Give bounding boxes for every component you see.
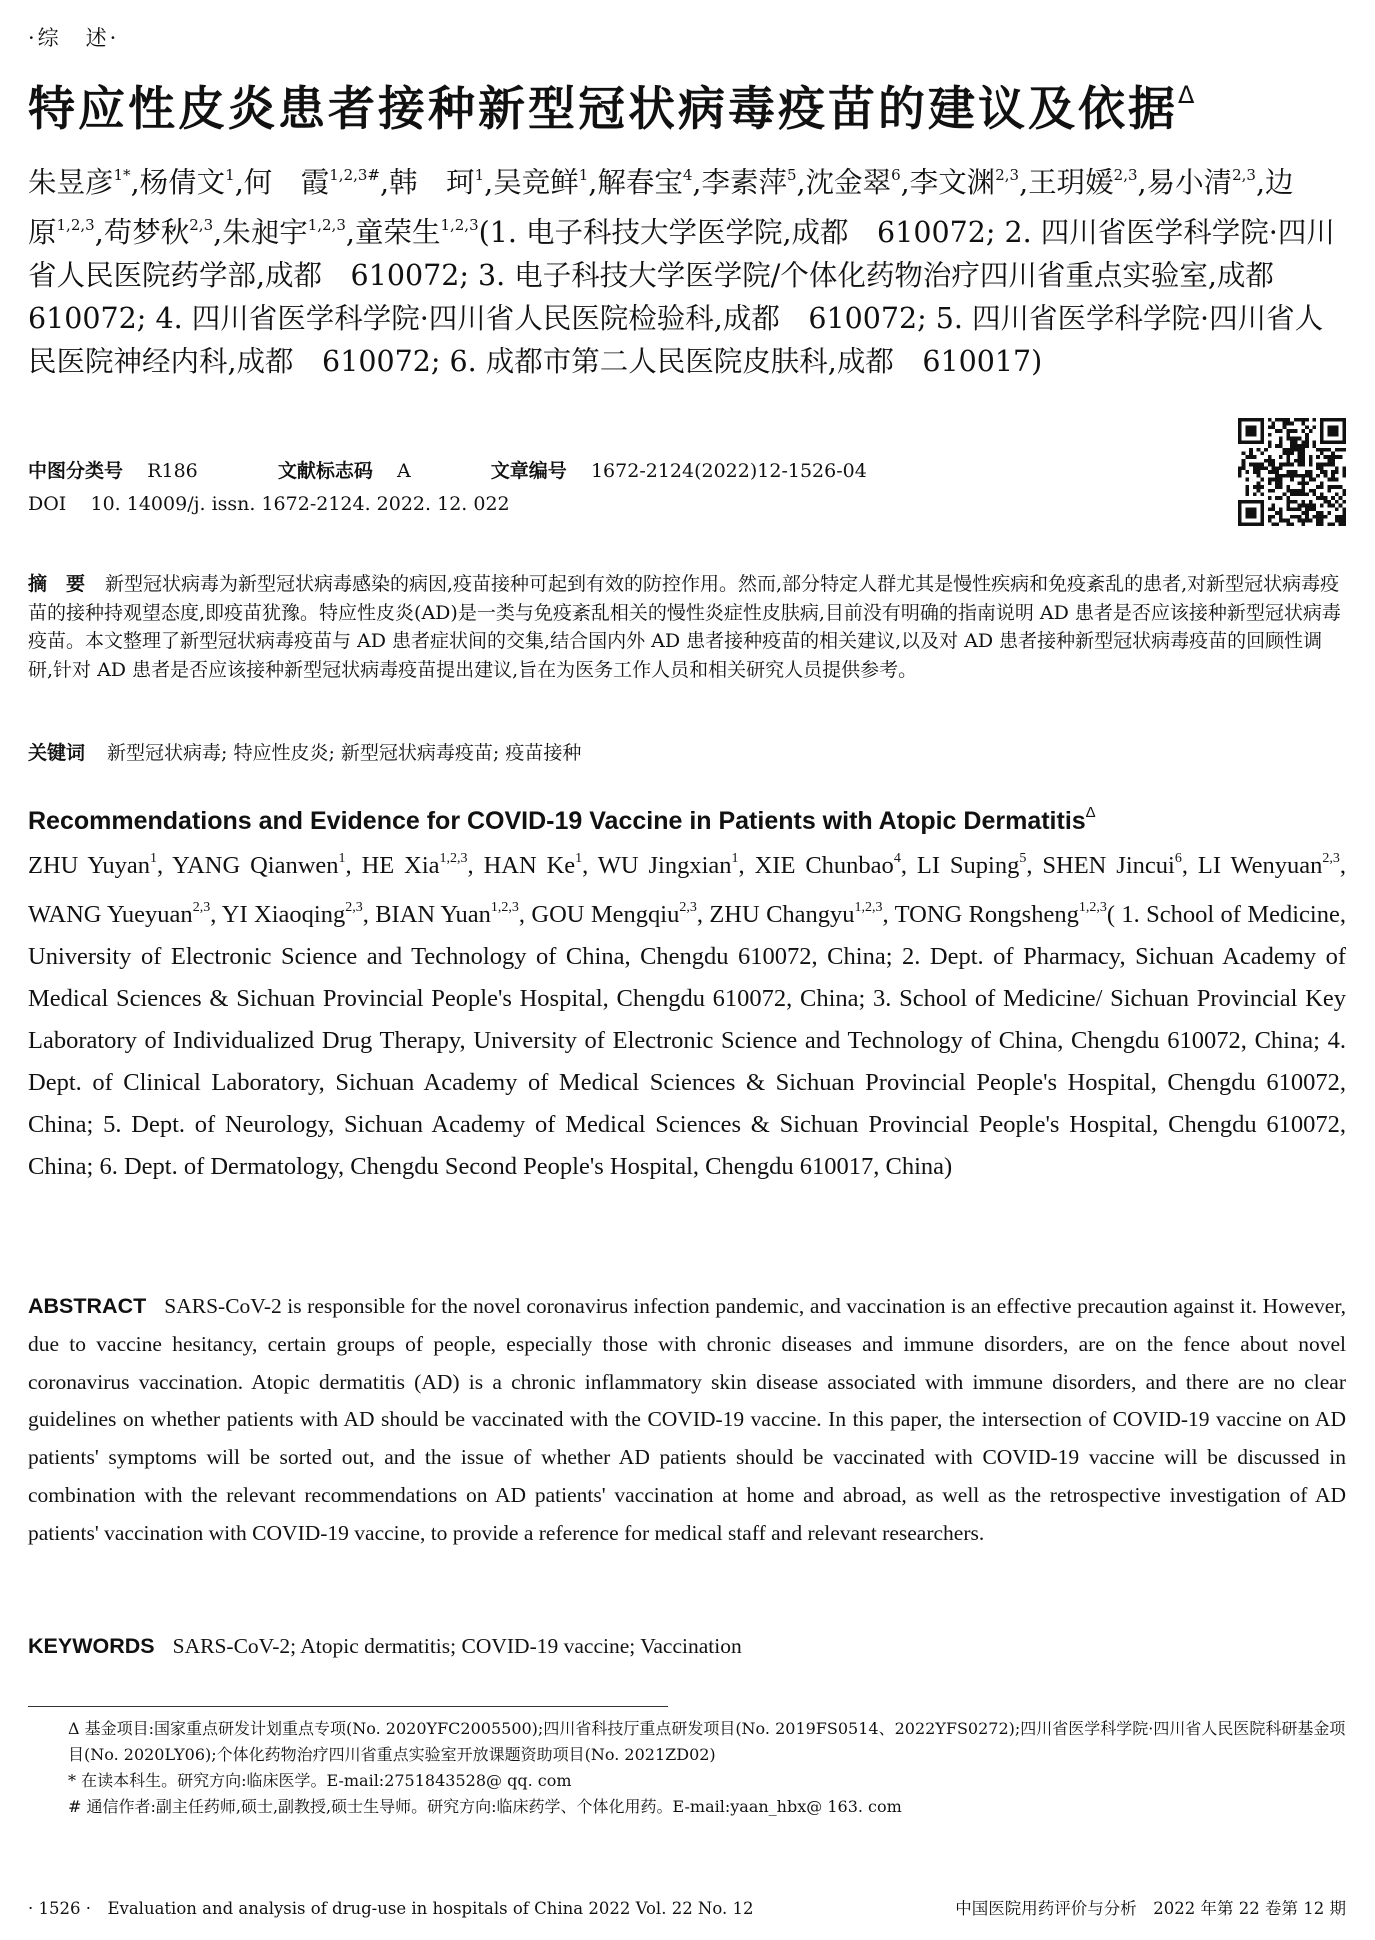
author-name: 解春宝 (597, 166, 683, 199)
author-affiliation-marker: 1,2,3 (854, 900, 883, 915)
author-affiliation-marker: 2,3 (1113, 166, 1138, 184)
author-name: HAN Ke (483, 852, 576, 879)
author-name: XIE Chunbao (754, 852, 894, 879)
author-name: 童荣生 (354, 216, 441, 249)
chinese-keywords (28, 738, 1346, 765)
english-title-footnote-mark: Δ (1085, 804, 1096, 821)
author-name: ZHU Yuyan (28, 852, 150, 879)
author-entry (531, 901, 696, 928)
author-entry (910, 166, 1019, 199)
chinese-abstract-text: 新型冠状病毒为新型冠状病毒感染的病因,疫苗接种可起到有效的防控作用。然而,部分特定人群尤其是慢性疾病和免疫紊乱的患者,对新型冠状病毒疫苗的接种持观望态度,即疫苗犹豫。特应性皮炎(AD)是一类与免疫紊乱相关的慢性炎症性皮肤病,目前没有明确的指南说明 AD 患者是否应该接种新型冠状病毒疫苗。本文整理了新型冠状病毒疫苗与 AD 患者症状间的交集,结合国内外 AD 患者接种疫苗的相关建议,以及对 AD 患者接种新型冠状病毒疫苗的回顾性调研,针对 AD 患者是否应该接种新型冠状病毒疫苗提出建议,旨在为医务工作人员和相关研究人员提供参考。 (28, 573, 1341, 681)
author-affiliation-marker: 2,3 (345, 900, 363, 915)
doi-label: DOI (28, 493, 67, 515)
author-name: 李文渊 (909, 166, 996, 199)
classification-row (28, 456, 867, 483)
author-entry (709, 901, 882, 928)
author-entry (28, 166, 131, 199)
author-affiliation-marker: 2,3 (679, 900, 697, 915)
author-affiliation-marker: 1,2,3 (56, 216, 95, 234)
author-entry (701, 166, 796, 199)
journal-page (28, 0, 1346, 1940)
author-name: HE Xia (361, 852, 440, 879)
author-entry (1147, 166, 1256, 199)
column-tag: ·综 述· (28, 26, 120, 50)
author-name: TONG Rongsheng (894, 901, 1079, 928)
author-affiliation-marker: 2,3 (189, 216, 214, 234)
doi-value: 10. 14009/j. issn. 1672-2124. 2022. 12. 022 (90, 493, 510, 515)
author-affiliation-marker: 1 (575, 851, 583, 866)
chinese-abstract-label: 摘 要 (28, 573, 86, 595)
author-entry (244, 166, 380, 199)
author-name: 沈金翠 (805, 166, 892, 199)
author-name: 边 原 (28, 166, 1323, 249)
english-keywords-text: SARS-CoV-2; Atopic dermatitis; COVID-19 vaccine; Vaccination (172, 1634, 742, 1658)
document-code-value: A (397, 460, 411, 482)
footer-journal-english: · 1526 · Evaluation and analysis of drug-use in hospitals of China 2022 Vol. 22 No. 12 (28, 1899, 754, 1918)
author-name: BIAN Yuan (375, 901, 491, 928)
author-entry (1198, 852, 1340, 879)
author-affiliation-marker: 1,2,3 (439, 851, 468, 866)
english-abstract (28, 1288, 1346, 1553)
author-name: GOU Mengqiu (531, 901, 680, 928)
article-number-value: 1672-2124(2022)12-1526-04 (590, 460, 867, 482)
author-name: 杨倩文 (139, 166, 226, 199)
footnotes (28, 1716, 1346, 1820)
author-entry (895, 901, 1107, 928)
doi-row (28, 493, 510, 515)
author-affiliation-marker: 4 (682, 166, 693, 184)
author-entry (172, 852, 345, 879)
author-name: WU Jingxian (597, 852, 732, 879)
author-entry (28, 852, 157, 879)
author-name: 何 霞 (243, 166, 330, 199)
chinese-title (28, 72, 1346, 139)
author-entry (222, 216, 346, 249)
author-name: 韩 珂 (389, 166, 475, 199)
author-name: ZHU Changyu (709, 901, 855, 928)
author-name: 朱昱彦 (28, 166, 114, 199)
author-name: LI Suping (916, 852, 1020, 879)
author-entry (806, 166, 901, 199)
clc-value: R186 (147, 460, 198, 482)
author-entry (598, 852, 739, 879)
author-entry (597, 166, 692, 199)
author-name: LI Wenyuan (1197, 852, 1323, 879)
author-affiliation-marker: 1,2,3 (440, 216, 479, 234)
author-affiliation-marker: 1 (338, 851, 346, 866)
author-entry (362, 852, 468, 879)
english-keywords-label: KEYWORDS (28, 1634, 155, 1658)
author-name: WANG Yueyuan (28, 901, 193, 928)
author-name: 易小清 (1146, 166, 1233, 199)
author-affiliation-marker: 2,3 (1322, 851, 1340, 866)
author-affiliation-marker: 1,2,3 (490, 900, 519, 915)
author-affiliation-marker: 2,3 (192, 900, 211, 915)
author-entry (1028, 166, 1137, 199)
author-affiliation-marker: 5 (1019, 851, 1027, 866)
chinese-abstract (28, 570, 1346, 684)
chinese-keywords-label: 关键词 (28, 742, 86, 764)
document-code-label: 文献标志码 (277, 460, 373, 482)
fund-footnote: Δ 基金项目:国家重点研发计划重点专项(No. 2020YFC2005500);四川省科技厅重点研发项目(No. 2019FS0514、2022YFS0272);四川省医学科学院·四川省人民医院科研基金项目(No. 2020LY06);个体化药物治疗四川省重点实验室开放课题资助项目(No. 2021ZD02) (68, 1719, 1346, 1764)
author-affiliation-marker: 1,2,3 (1078, 900, 1107, 915)
chinese-author-list: 朱昱彦$^{1*}$,杨倩文$^1$,何 霞$^{1,2,3\#}$,韩 珂$^1$,吴竞鲜$^1$,解春宝$^4$,李素萍$^5$,沈金翠$^6$,李文渊$^{2,3}$,王玥媛$^{2,3}$,易小清$^{2,3}$,边 原$^{1,2,3}$,苟梦秋$^{2,3}$,朱昶宇$^{1,2,3}$,童荣生$^{1,2,3}$ (28, 166, 1323, 249)
english-title-text: Recommendations and Evidence for COVID-19 Vaccine in Patients with Atopic Dermatitis (28, 807, 1086, 835)
author-affiliation-marker: 1 (474, 166, 485, 184)
author-name: 王玥媛 (1028, 166, 1114, 199)
english-title (28, 804, 1346, 836)
footnote-divider (28, 1706, 668, 1707)
chinese-title-text: 特应性皮炎患者接种新型冠状病毒疫苗的建议及依据 (28, 82, 1178, 137)
english-abstract-label: ABSTRACT (28, 1294, 147, 1318)
clc-label: 中图分类号 (28, 460, 124, 482)
footer-journal-chinese: 中国医院用药评价与分析 2022 年第 22 卷第 12 期 (955, 1899, 1346, 1918)
english-author-list: ZHU Yuyan$^1$, YANG Qianwen$^1$, HE Xia$^{1,2,3}$, HAN Ke$^1$, WU Jingxian$^1$, XIE Chunbao$^4$, LI Suping$^5$, SHEN Jincui$^6$, LI Wenyuan$^{2,3}$, WANG Yueyuan$^{2,3}$, YI Xiaoqing$^{2,3}$, BIAN Yuan$^{1,2,3}$, GOU Mengqiu$^{2,3}$, ZHU Changyu$^{1,2,3}$, TONG Rongsheng$^{1,2,3}$ (28, 851, 1346, 928)
author-entry (493, 166, 588, 199)
author-affiliation-marker: 2,3 (1232, 166, 1256, 184)
chinese-author-block (28, 154, 1346, 383)
author-affiliation-marker: 6 (891, 166, 901, 184)
chinese-keywords-text: 新型冠状病毒; 特应性皮炎; 新型冠状病毒疫苗; 疫苗接种 (107, 742, 582, 764)
author-entry (355, 216, 479, 249)
author-affiliation-marker: 1,2,3 (307, 216, 346, 234)
first-author-footnote: * 在读本科生。研究方向:临床医学。E-mail:2751843528@ qq. com (68, 1771, 572, 1790)
chinese-affiliations: (1. 电子科技大学医学院,成都 610072; 2. 四川省医学科学院·四川省人民医院药学部,成都 610072; 3. 电子科技大学医学院/个体化药物治疗四川省重点实验室,成都 610072; 4. 四川省医学科学院·四川省人民医院检验科,成都 610072; 5. 四川省医学科学院·四川省人民医院神经内科,成都 610072; 6. 成都市第二人民医院皮肤科,成都 610017) (28, 216, 1335, 378)
author-entry (755, 852, 901, 879)
author-name: YANG Qianwen (172, 852, 339, 879)
author-entry (222, 901, 363, 928)
author-entry (484, 852, 583, 879)
qr-code-icon (1238, 418, 1346, 526)
author-affiliation-marker: 1* (113, 166, 131, 184)
author-entry (28, 901, 210, 928)
author-affiliation-marker: 5 (786, 166, 797, 184)
author-affiliation-marker: 1 (149, 851, 157, 866)
author-affiliation-marker: 6 (1174, 851, 1182, 866)
author-entry (140, 166, 235, 199)
author-name: SHEN Jincui (1042, 852, 1175, 879)
title-footnote-mark: Δ (1178, 81, 1198, 109)
author-entry (375, 901, 519, 928)
author-affiliation-marker: 1,2,3# (329, 166, 381, 184)
author-name: 李素萍 (701, 166, 787, 199)
corresponding-author-footnote: # 通信作者:副主任药师,硕士,副教授,硕士生导师。研究方向:临床药学、个体化用药。E-mail:yaan_hbx@ 163. com (68, 1797, 902, 1816)
author-entry (104, 216, 213, 249)
author-name: 吴竞鲜 (493, 166, 579, 199)
english-affiliations: ( 1. School of Medicine, University of Electronic Science and Technology of China, Chengdu 610072, China; 2. Dept. of Pharmacy, Sichuan Academy of Medical Sciences & Sichuan Provincial People's Hospital, Chengdu 610072, China; 3. School of Medicine/ Sichuan Provincial Key Laboratory of Individualized Drug Therapy, University of Electronic Science and Technology of China, Chengdu 610072, China; 4. Dept. of Clinical Laboratory, Sichuan Academy of Medical Sciences & Sichuan Provincial People's Hospital, Chengdu 610072, China; 5. Dept. of Neurology, Sichuan Academy of Medical Sciences & Sichuan Provincial People's Hospital, Chengdu 610072, China; 6. Dept. of Dermatology, Chengdu Second People's Hospital, Chengdu 610017, China) (28, 901, 1346, 1180)
author-name: YI Xiaoqing (221, 901, 346, 928)
author-affiliation-marker: 2,3 (995, 166, 1020, 184)
author-name: 朱昶宇 (222, 216, 308, 249)
author-affiliation-marker: 1 (731, 851, 739, 866)
article-number-label: 文章编号 (490, 460, 567, 482)
author-entry (917, 852, 1026, 879)
author-affiliation-marker: 1 (225, 166, 235, 184)
author-entry (389, 166, 484, 199)
english-author-block (28, 838, 1346, 1188)
english-keywords (28, 1634, 1346, 1659)
author-name: 苟梦秋 (103, 216, 190, 249)
author-entry (1042, 852, 1181, 879)
author-affiliation-marker: 4 (893, 851, 901, 866)
english-abstract-text: SARS-CoV-2 is responsible for the novel coronavirus infection pandemic, and vaccination is an effective precaution against it. However, due to vaccine hesitancy, certain groups of people, especially those with chronic diseases and immune disorders, are on the fence about novel coronavirus vaccination. Atopic dermatitis (AD) is a chronic inflammatory skin disease associated with immune disorders, and there are no clear guidelines on whether patients with AD should be vaccinated with the COVID-19 vaccine. In this paper, the intersection of COVID-19 vaccine on AD patients' symptoms will be sorted out, and the issue of whether AD patients should be vaccinated with COVID-19 vaccine will be discussed in combination with the relevant recommendations on AD patients' vaccination at home and abroad, as well as the retrospective investigation of AD patients' vaccination with COVID-19 vaccine, to provide a reference for medical staff and relevant researchers. (28, 1294, 1346, 1545)
author-affiliation-marker: 1 (578, 166, 589, 184)
